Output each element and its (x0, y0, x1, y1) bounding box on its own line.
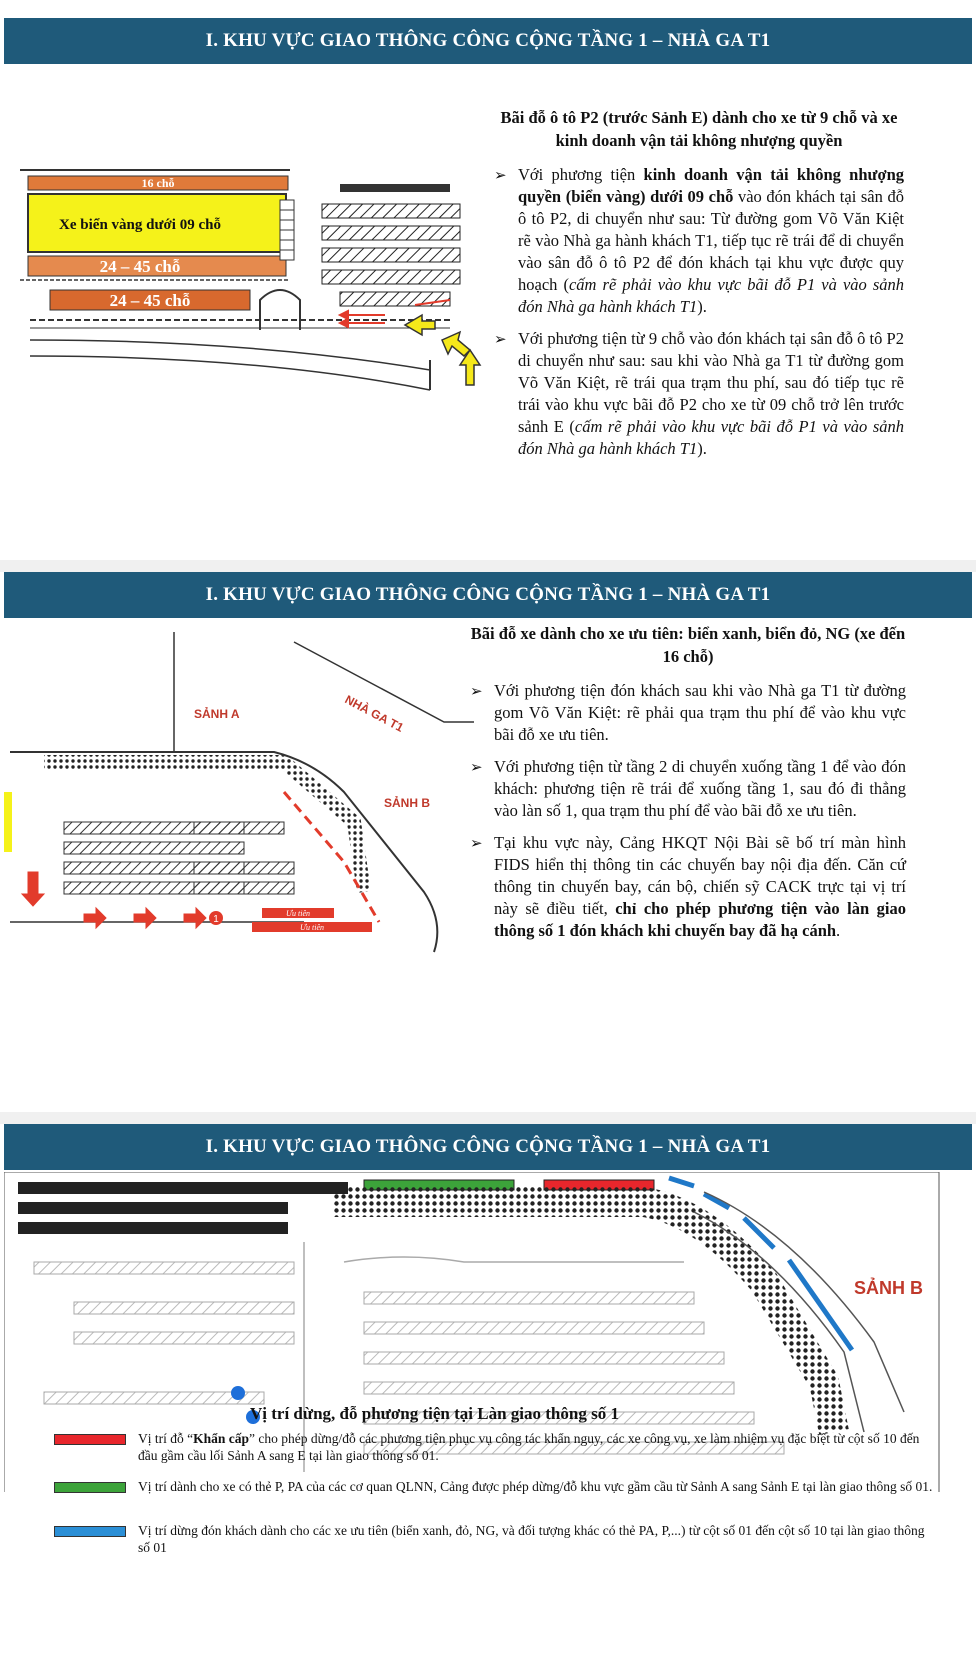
p2-description (494, 106, 904, 470)
p2-bullet-1: ➢ Với phương tiện kinh doanh vận tải không nhượng quyền (biển vàng) dưới 09 chỗ vào đón khách tại sân đỗ ô tô P2, di chuyển như sau: Từ đường gom Võ Văn Kiệt rẽ vào Nhà ga hành khách T1, tiếp tục rẽ trái để di chuyển vào sân đỗ ô tô P2 để đón khách tại khu vực được quy hoạch (cấm rẽ phải vào khu vực bãi đỗ P1 và vào sảnh đón Nhà ga hành khách T1). (494, 165, 905, 316)
legend-row-p-pa: Vị trí dành cho xe có thẻ P, PA của các cơ quan QLNN, Cảng được phép dừng/đỗ khu vực gầm cầu từ Sảnh A sang Sảnh E tại làn giao thông số 01. (54, 1478, 934, 1514)
slide-lane-1-positions (0, 1124, 976, 1678)
slide-banner: I. KHU VỰC GIAO THÔNG CÔNG CỘNG TẦNG 1 – NHÀ GA T1 (4, 18, 972, 64)
label-16-cho: 16 chỗ (141, 176, 175, 190)
slide-banner: I. KHU VỰC GIAO THÔNG CÔNG CỘNG TẦNG 1 – NHÀ GA T1 (4, 1124, 972, 1170)
arrow-icon: ➢ (470, 682, 483, 700)
priority-bullet-2: ➢ Với phương tiện từ tầng 2 di chuyển xuống tầng 1 để vào đón khách: phương tiện rẽ trái để xuống tầng 1, sau đó đi thẳng vào làn số 1, qua trạm thu phí để vào bãi đỗ xe ưu tiên. (470, 757, 906, 820)
legend-row-priority: Vị trí dừng đón khách dành cho các xe ưu tiên (biển xanh, đỏ, NG, và đối tượng khác có thẻ PA, P,...) từ cột số 01 đến cột số 10 tại làn giao thông số 01 (54, 1522, 934, 1558)
priority-bullet-1: ➢ Với phương tiện đón khách sau khi vào Nhà ga T1 từ đường gom Võ Văn Kiệt: rẽ phải qua trạm thu phí để vào khu vực bãi đỗ xe ưu tiên. (470, 681, 906, 744)
priority-description (470, 622, 906, 952)
bus-arrow-icon: ➢ (494, 166, 507, 184)
priority-parking-map (4, 632, 480, 962)
label-sanh-b: SẢNH B (384, 796, 431, 810)
arrow-icon: ➢ (470, 758, 483, 776)
legend-title: Vị trí dừng, đỗ phương tiện tại Làn giao thông số 1 (250, 1404, 619, 1423)
arrow-icon: ➢ (494, 330, 507, 348)
p2-parking-map (10, 160, 490, 420)
label-sanh-a: SẢNH A (194, 707, 240, 721)
arrow-icon: ➢ (470, 834, 483, 852)
label-uu-tien-2: Ưu tiên (299, 923, 325, 932)
marker-1: 1 (213, 914, 219, 925)
label-uu-tien-1: Ưu tiên (285, 909, 311, 918)
label-24-45-a: 24 – 45 chỗ (99, 257, 181, 276)
legend-row-emergency: Vị trí đỗ “Khẩn cấp” cho phép dừng/đỗ các phương tiện phục vụ công tác khẩn nguy, các xe công vụ, xe làm nhiệm vụ đặc biệt từ cột số 10 đến đầu gầm cầu lối Sảnh A sang E tại làn giao thông số 01. (54, 1430, 934, 1466)
label-sanh-b-3: SẢNH B (854, 1278, 924, 1298)
p2-bullet-2: ➢ Với phương tiện từ 9 chỗ vào đón khách tại sân đỗ ô tô P2 di chuyển như sau: sau khi vào Nhà ga T1 từ đường gom Võ Văn Kiệt, rẽ trái qua trạm thu phí, sau đó tiếp tục rẽ trái vào khu vực bãi đỗ P2 cho xe từ 09 chỗ trở lên trước sảnh E (cấm rẽ phải vào khu vực bãi đỗ P1 và vào sảnh đón Nhà ga hành khách T1). (494, 329, 904, 458)
slide-banner: I. KHU VỰC GIAO THÔNG CÔNG CỘNG TẦNG 1 – NHÀ GA T1 (4, 572, 972, 618)
label-nha-ga-t1: NHÀ GA T1 (342, 692, 406, 735)
label-yellow-zone: Xe biển vàng dưới 09 chỗ (59, 217, 221, 233)
p2-heading: Bãi đỗ ô tô P2 (trước Sảnh E) dành cho xe từ 9 chỗ và xe kinh doanh vận tải không nhượng quyền (500, 108, 898, 150)
priority-bullet-3: ➢ Tại khu vực này, Cảng HKQT Nội Bài sẽ bố trí màn hình FIDS hiển thị thông tin các chuyến bay nội địa đến. Căn cứ thông tin chuyến bay, cán bộ, chiến sỹ CACK trực tại vị trí này sẽ điều tiết, chỉ cho phép phương tiện vào làn giao thông số 1 đón khách khi chuyến bay đã hạ cánh. (470, 833, 906, 940)
slide-p2-parking (0, 0, 976, 560)
blue-swatch (54, 1526, 126, 1537)
label-24-45-b: 24 – 45 chỗ (109, 291, 191, 310)
priority-heading: Bãi đỗ xe dành cho xe ưu tiên: biển xanh, biển đỏ, NG (xe đến 16 chỗ) (470, 624, 906, 666)
green-swatch (54, 1482, 126, 1493)
cursor-handle-icon[interactable] (231, 1386, 245, 1400)
red-swatch (54, 1434, 126, 1445)
slide-priority-parking (0, 572, 976, 1112)
